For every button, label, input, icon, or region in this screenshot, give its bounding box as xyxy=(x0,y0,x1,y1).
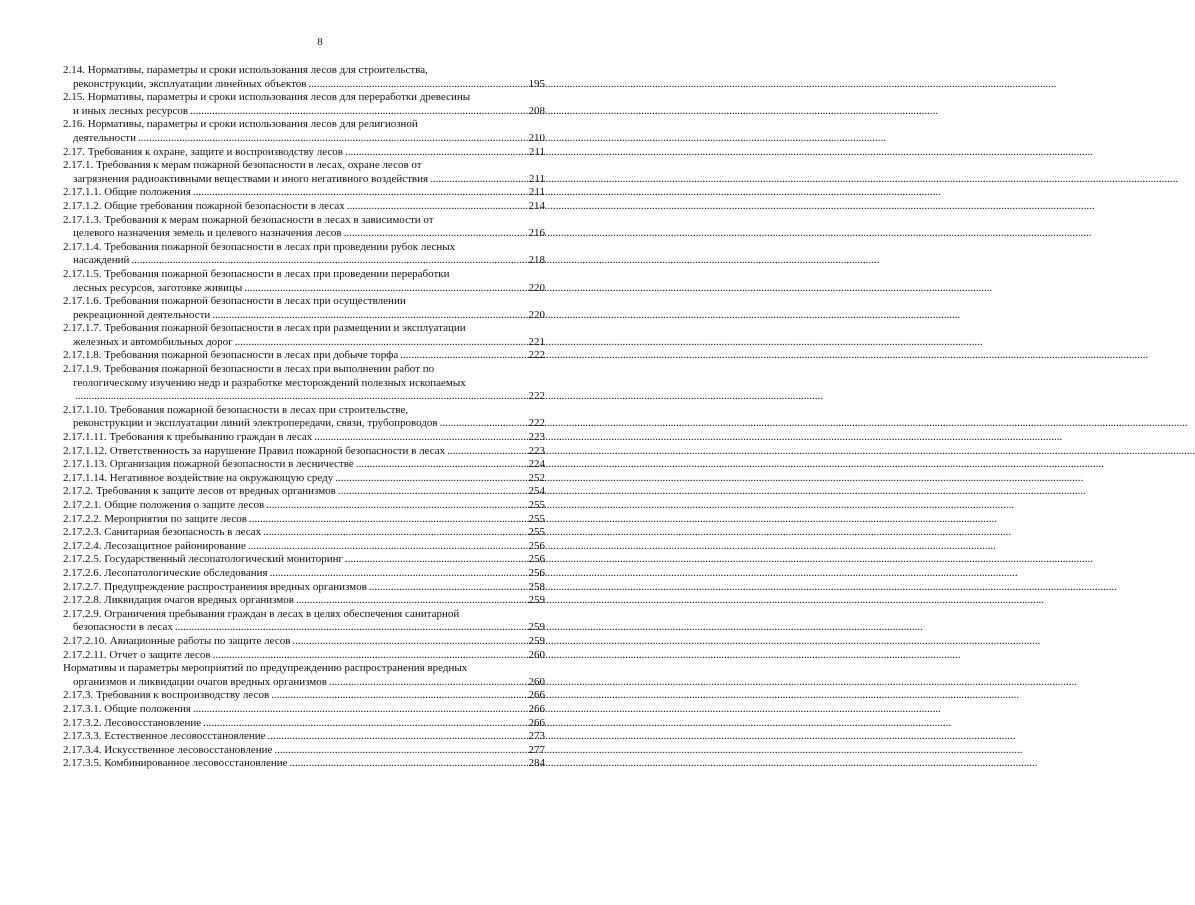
toc-entry xyxy=(63,526,545,540)
toc-entry-text: 2.17.2.5. Государственный лесопатологический мониторинг xyxy=(63,553,343,566)
toc-page-number: 260 xyxy=(528,648,545,661)
toc-page-number: 222 xyxy=(528,390,545,403)
toc-page-number: 266 xyxy=(528,689,545,702)
dot-leader xyxy=(233,336,526,350)
toc-entry-text: 2.17.3.3. Естественное лесовосстановление xyxy=(63,730,266,743)
toc-entry-text: 2.17.1.6. Требования пожарной безопасности в лесах при осуществлении xyxy=(63,295,406,308)
toc-entry-text: 2.17.1.1. Общие положения xyxy=(63,186,191,199)
toc-entry-text: 2.17.2.10. Авиационные работы по защите лесов xyxy=(63,634,291,647)
toc-entry-text: деятельности xyxy=(73,131,136,144)
toc-entry-text: реконструкции, эксплуатации линейных объектов xyxy=(73,77,307,90)
dot-leader xyxy=(272,744,525,758)
toc-entry xyxy=(63,445,545,459)
toc-page-number: 266 xyxy=(528,716,545,729)
toc-entry-text: 2.15. Нормативы, параметры и сроки использования лесов для переработки древесины xyxy=(63,91,471,104)
dot-leader xyxy=(191,703,526,717)
toc-entry-text: 2.17.1.11. Требования к пребыванию граждан в лесах xyxy=(63,431,313,444)
toc-page-number: 222 xyxy=(528,349,545,362)
toc-page-number: 223 xyxy=(528,431,545,444)
toc-entry-text: 2.16. Нормативы, параметры и сроки использования лесов для религиозной xyxy=(63,118,418,131)
toc-page-number: 211 xyxy=(528,145,545,158)
toc-entry-text: 2.17.3.4. Искусственное лесовосстановление xyxy=(63,743,273,756)
dot-leader xyxy=(306,78,525,92)
dot-leader xyxy=(342,227,526,241)
toc-page-number: 259 xyxy=(528,594,545,607)
dot-leader xyxy=(398,349,525,363)
toc-page-number: 266 xyxy=(528,702,545,715)
toc-entry-text: Нормативы и параметры мероприятий по предупреждению распространения вредных xyxy=(63,662,468,675)
toc-entry-text: 2.17.2.7. Предупреждение распространения вредных организмов xyxy=(63,580,367,593)
toc-entry-text: 2.17.2.6. Лесопатологические обследования xyxy=(63,566,268,579)
toc-entry xyxy=(63,744,545,758)
toc-entry-text: 2.17.3.5. Комбинированное лесовосстановление xyxy=(63,757,288,770)
toc-page-number: 195 xyxy=(528,77,545,90)
dot-leader xyxy=(367,581,526,595)
toc-page-number: 260 xyxy=(528,675,545,688)
dot-leader xyxy=(210,309,525,323)
toc-entry-text: организмов и ликвидации очагов вредных организмов xyxy=(73,675,327,688)
toc-entry-text: 2.17.1.2. Общие требования пожарной безопасности в лесах xyxy=(63,199,345,212)
dot-leader xyxy=(312,431,525,445)
toc-page-number: 259 xyxy=(528,634,545,647)
toc-entry xyxy=(63,499,545,513)
toc-entry xyxy=(63,689,545,703)
toc-entry xyxy=(63,635,545,649)
dot-leader xyxy=(211,649,526,663)
toc-entry xyxy=(63,363,545,404)
dot-leader xyxy=(201,717,525,731)
toc-entry-text: геологическому изучению недр и разработке месторождений полезных ископаемых xyxy=(73,376,466,389)
toc-entry xyxy=(63,186,545,200)
toc-entry-text: 2.17.3. Требования к воспроизводству лесов xyxy=(63,689,270,702)
toc-page-number: 254 xyxy=(528,485,545,498)
dot-leader xyxy=(336,485,526,499)
toc-entry xyxy=(63,431,545,445)
toc-page-number: 218 xyxy=(528,254,545,267)
toc-entry xyxy=(63,513,545,527)
toc-entry-text: целевого назначения земель и целевого назначения лесов xyxy=(73,227,342,240)
dot-leader xyxy=(129,254,525,268)
toc-page-number: 220 xyxy=(528,281,545,294)
toc-entry xyxy=(63,757,545,771)
dot-leader xyxy=(288,757,526,771)
page-number: 8 xyxy=(317,36,323,48)
toc-entry-text: 2.17.2.8. Ликвидация очагов вредных организмов xyxy=(63,594,294,607)
toc-page-number: 273 xyxy=(528,730,545,743)
dot-leader xyxy=(242,282,525,296)
toc-entry-text: 2.17.3.2. Лесовосстановление xyxy=(63,716,202,729)
toc-entry xyxy=(63,295,545,322)
toc-entry-text: 2.17.1.10. Требования пожарной безопасности в лесах при строительстве, xyxy=(63,403,409,416)
toc-entry xyxy=(63,553,545,567)
toc-entry-text: лесных ресурсов, заготовке живицы xyxy=(73,281,243,294)
toc-entry-text: 2.17.2.9. Ограничения пребывания граждан в лесах в целях обеспечения санитарной xyxy=(63,607,460,620)
toc-page-number: 223 xyxy=(528,444,545,457)
toc-entry-text: 2.17.2.4. Лесозащитное районирование xyxy=(63,539,246,552)
toc-page-number: 256 xyxy=(528,566,545,579)
toc-entry xyxy=(63,717,545,731)
table-of-contents xyxy=(63,64,545,771)
toc-entry-text: 2.17.1.3. Требования к мерам пожарной безопасности в лесах в зависимости от xyxy=(63,213,434,226)
toc-entry xyxy=(63,91,545,118)
dot-leader xyxy=(345,200,526,214)
dot-leader xyxy=(73,390,526,404)
toc-entry xyxy=(63,349,545,363)
dot-leader xyxy=(327,676,526,690)
toc-page-number: 255 xyxy=(528,526,545,539)
toc-page-number: 221 xyxy=(528,335,545,348)
toc-entry xyxy=(63,159,545,186)
toc-page-number: 256 xyxy=(528,539,545,552)
toc-page-number: 211 xyxy=(528,186,545,199)
toc-entry xyxy=(63,322,545,349)
toc-entry xyxy=(63,730,545,744)
toc-page-number: 252 xyxy=(528,471,545,484)
toc-page-number: 210 xyxy=(528,131,545,144)
toc-page-number: 211 xyxy=(528,172,545,185)
toc-entry-text: рекреационной деятельности xyxy=(73,308,211,321)
dot-leader xyxy=(294,594,526,608)
dot-leader xyxy=(333,472,525,486)
toc-entry xyxy=(63,567,545,581)
toc-entry-text: загрязнения радиоактивными веществами и иного негативного воздействия xyxy=(73,172,429,185)
toc-entry-text: 2.14. Нормативы, параметры и сроки использования лесов для строительства, xyxy=(63,64,428,76)
toc-entry-text: 2.17.2.11. Отчет о защите лесов xyxy=(63,648,211,661)
toc-page-number: 255 xyxy=(528,499,545,511)
toc-page-number: 258 xyxy=(528,580,545,593)
toc-entry-text: безопасности в лесах xyxy=(73,621,173,634)
dot-leader xyxy=(269,689,525,703)
toc-page-number: 255 xyxy=(528,512,545,525)
dot-leader xyxy=(173,621,526,635)
toc-entry xyxy=(63,485,545,499)
dot-leader xyxy=(438,417,526,431)
toc-page-number: 259 xyxy=(528,621,545,634)
toc-page-number: 220 xyxy=(528,308,545,321)
dot-leader xyxy=(246,540,526,554)
toc-page-number: 214 xyxy=(528,199,545,212)
toc-page-number: 222 xyxy=(528,417,545,430)
toc-entry xyxy=(63,404,545,431)
toc-entry-text: 2.17.1. Требования к мерам пожарной безопасности в лесах, охране лесов от xyxy=(63,159,422,172)
toc-entry xyxy=(63,594,545,608)
toc-entry xyxy=(63,608,545,635)
toc-entry-text: 2.17.1.5. Требования пожарной безопасности в лесах при проведении переработки xyxy=(63,267,450,280)
toc-entry xyxy=(63,472,545,486)
toc-entry-text: 2.17.1.4. Требования пожарной безопасности в лесах при проведении рубок лесных xyxy=(63,240,456,253)
toc-entry xyxy=(63,214,545,241)
toc-entry-text: 2.17.1.12. Ответственность за нарушение Правил пожарной безопасности в лесах xyxy=(63,444,446,457)
toc-entry-text: 2.17.2. Требования к защите лесов от вредных организмов xyxy=(63,485,336,498)
dot-leader xyxy=(290,635,525,649)
toc-page-number: 284 xyxy=(528,757,545,770)
toc-entry-text: 2.17. Требования к охране, защите и воспроизводству лесов xyxy=(63,145,343,158)
toc-entry-text: 2.17.3.1. Общие положения xyxy=(63,702,191,715)
dot-leader xyxy=(261,526,525,540)
toc-entry-text: 2.17.1.14. Негативное воздействие на окружающую среду xyxy=(63,471,334,484)
toc-entry xyxy=(63,200,545,214)
dot-leader xyxy=(268,567,526,581)
toc-page-number: 277 xyxy=(528,743,545,756)
toc-entry xyxy=(63,118,545,145)
toc-entry xyxy=(63,540,545,554)
toc-entry-text: железных и автомобильных дорог xyxy=(73,335,233,348)
toc-page-number: 256 xyxy=(528,553,545,566)
toc-entry xyxy=(63,581,545,595)
toc-entry xyxy=(63,703,545,717)
toc-entry-text: 2.17.2.3. Санитарная безопасность в лесах xyxy=(63,526,262,539)
toc-entry-text: реконструкции и эксплуатации линий электропередачи, связи, трубопроводов xyxy=(73,417,438,430)
dot-leader xyxy=(428,173,526,187)
dot-leader xyxy=(136,132,526,146)
toc-page-number: 224 xyxy=(528,458,545,471)
toc-entry xyxy=(63,649,545,663)
toc-entry-text: 2.17.2.1. Общие положения о защите лесов xyxy=(63,499,265,511)
toc-page-number: 208 xyxy=(528,104,545,117)
toc-entry-text: 2.17.1.7. Требования пожарной безопасности в лесах при размещении и эксплуатации xyxy=(63,322,466,335)
dot-leader xyxy=(354,458,526,472)
toc-entry-text: 2.17.1.13. Организация пожарной безопасности в лесничестве xyxy=(63,458,354,471)
toc-entry-text: 2.17.2.2. Мероприятия по защите лесов xyxy=(63,512,247,525)
toc-entry-text: и иных лесных ресурсов xyxy=(73,104,189,117)
dot-leader xyxy=(343,146,526,160)
toc-entry-text: насаждений xyxy=(73,254,130,267)
toc-entry xyxy=(63,268,545,295)
dot-leader xyxy=(343,553,526,567)
toc-entry xyxy=(63,241,545,268)
dot-leader xyxy=(445,445,525,459)
toc-page-number: 216 xyxy=(528,227,545,240)
toc-entry xyxy=(63,662,545,689)
toc-entry-text: 2.17.1.8. Требования пожарной безопасности в лесах при добыче торфа xyxy=(63,349,399,362)
toc-entry xyxy=(63,64,545,91)
dot-leader xyxy=(191,186,526,200)
dot-leader xyxy=(264,499,525,513)
toc-entry xyxy=(63,146,545,160)
dot-leader xyxy=(266,730,526,744)
toc-entry-text: 2.17.1.9. Требования пожарной безопасности в лесах при выполнении работ по xyxy=(63,363,435,376)
dot-leader xyxy=(247,513,526,527)
dot-leader xyxy=(188,105,525,119)
toc-entry xyxy=(63,458,545,472)
